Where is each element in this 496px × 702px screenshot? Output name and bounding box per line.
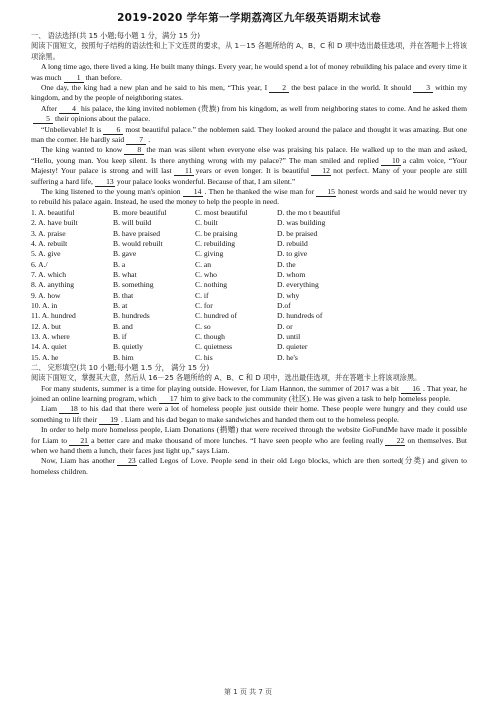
option[interactable]: 6. A./ — [31, 259, 48, 269]
option[interactable]: C. be praising — [195, 228, 238, 238]
options-row — [31, 353, 467, 363]
answer-blank[interactable]: 22 — [385, 437, 405, 446]
option[interactable]: 9. A. how — [31, 290, 61, 300]
option[interactable]: B. if — [113, 332, 127, 341]
option[interactable]: D. be praised — [277, 228, 318, 238]
answer-blank[interactable]: 19 — [99, 416, 119, 425]
options-row — [31, 249, 467, 259]
option[interactable]: C. if — [195, 290, 209, 300]
reading-passage-cloze — [31, 384, 467, 478]
passage-paragraph: The king wanted to know 8 the man was silent when everyone else was praising his palace. He walked up to the man and asked, “Hello, young man. You keep silent. Is there anything wrong with my palace?” The man smiled and replied 10 a calm voice, “Your Majesty! Your palace is strong and will last 11 years or even longer. It is beautiful 12 not perfect. Many of your people are still suffering a hard life, 13 your palace looks wonderful. Because of that, I am silent.” — [31, 145, 467, 186]
option[interactable]: B. would rebuilt — [113, 238, 163, 248]
answer-blank[interactable]: 10 — [381, 157, 401, 166]
answer-blank[interactable]: 11 — [174, 167, 194, 176]
option[interactable]: D. quieter — [277, 342, 308, 352]
option[interactable]: C. for — [195, 300, 213, 310]
option[interactable]: D. the mo t beautiful — [277, 207, 341, 217]
options-row — [31, 270, 467, 280]
option[interactable]: C. hundred of — [195, 311, 237, 321]
option[interactable]: B. him — [113, 352, 134, 362]
options-row — [31, 208, 467, 218]
option[interactable]: C. his — [195, 352, 213, 362]
answer-blank[interactable]: 5 — [33, 115, 53, 124]
passage-paragraph: Now, Liam has another 23 called Legos of Love. People send in their old Lego blocks, which are then sorted(分类) and given to homeless children. — [31, 456, 467, 476]
passage-paragraph: The king listened to the young man's opinion 14 . Then he thanked the wise man for 15 honest words and said he would never try to rebuild his palace again. Instead, he used the money to help the people in need. — [31, 187, 468, 207]
option[interactable]: C. nothing — [195, 280, 228, 290]
options-row — [31, 322, 467, 332]
options-row — [31, 332, 467, 342]
option[interactable]: C. built — [195, 218, 218, 228]
answer-blank[interactable]: 15 — [316, 188, 336, 197]
answer-blank[interactable]: 2 — [269, 84, 289, 93]
option[interactable]: 1. A. beautiful — [31, 207, 75, 217]
option[interactable]: 10. A. in — [31, 300, 58, 310]
section-instructions-cloze: 阅读下面短文，掌握其大意，然后从 16－25 各题所给的 A、B、C 和 D 项中，选出最佳选项，并在答题卡上将该项涂黑。 — [31, 373, 422, 383]
option[interactable]: D. hundreds of — [277, 311, 323, 321]
options-row — [31, 291, 467, 301]
option[interactable]: 4. A. rebuilt — [31, 238, 68, 248]
option[interactable]: B. and — [113, 321, 133, 331]
option[interactable]: B. what — [113, 269, 137, 279]
answer-blank[interactable]: 12 — [311, 167, 331, 176]
answer-options-table — [31, 208, 467, 363]
options-row — [31, 260, 467, 270]
section-heading-cloze: 二、 完形填空(共 10 小题;每小题 1.5 分， 满分 15 分) — [31, 363, 210, 373]
option[interactable]: 15. A. he — [31, 352, 59, 362]
option[interactable]: C. though — [195, 332, 225, 341]
option[interactable]: C. who — [195, 269, 217, 279]
option[interactable]: 13. A. where — [31, 332, 70, 341]
passage-paragraph: One day, the king had a new plan and he said to his men, “This year, I 2 the best palace in the world. It should 3 within my kingdom, and by the people of neighboring states. — [31, 83, 467, 103]
option[interactable]: C. so — [195, 321, 211, 331]
options-row — [31, 239, 467, 249]
option[interactable]: 12. A. but — [31, 321, 61, 331]
option[interactable]: D.of — [277, 300, 291, 310]
option[interactable]: C. giving — [195, 249, 224, 259]
options-row — [31, 301, 467, 311]
options-row — [31, 218, 467, 228]
answer-blank[interactable]: 21 — [69, 437, 89, 446]
option[interactable]: C. most beautiful — [195, 207, 248, 217]
option[interactable]: C. quietness — [195, 342, 233, 352]
passage-paragraph: Liam 18 to his dad that there were a lot of homeless people just outside their home. These people were hungry and they could use something to lift their 19 . Liam and his dad began to make sandwiches and handed them out to the homeless people. — [31, 404, 467, 424]
option[interactable]: B. gave — [113, 249, 137, 259]
option[interactable]: D. he's — [277, 352, 298, 362]
reading-passage-grammar — [31, 62, 467, 208]
option[interactable]: B. a — [113, 259, 126, 269]
option[interactable]: 3. A. praise — [31, 228, 66, 238]
answer-blank[interactable]: 7 — [126, 136, 146, 145]
option[interactable]: D. to give — [277, 249, 308, 259]
option[interactable]: 8. A. anything — [31, 280, 75, 290]
option[interactable]: B. more beautiful — [113, 207, 167, 217]
option[interactable]: D. everything — [277, 280, 319, 290]
section-heading-grammar: 一、 语法选择(共 15 小题;每小题 1 分，满分 15 分) — [31, 31, 201, 40]
option[interactable]: B. that — [113, 290, 134, 300]
answer-blank[interactable]: 1 — [64, 74, 84, 83]
options-row — [31, 342, 467, 352]
option[interactable]: 11. A. hundred — [31, 311, 76, 321]
option[interactable]: D. whom — [277, 269, 306, 279]
answer-blank[interactable]: 3 — [413, 84, 433, 93]
options-row — [31, 311, 467, 321]
passage-paragraph: After 4 his palace, the king invited noblemen (贵族) from his kingdom, as well from neighboring states to come. And he asked them5 their opinions about the palace. — [31, 104, 467, 125]
option[interactable]: B. quietly — [113, 342, 143, 352]
answer-blank[interactable]: 4 — [59, 105, 79, 114]
answer-blank[interactable]: 6 — [103, 126, 123, 135]
section-instructions-grammar: 阅读下面短文，按照句子结构的语法性和上下文连贯的要求，从 1－15 各题所给的 A、B、C 和 D 项中选出最佳选项，并在答题卡上将该项涂黑。 — [31, 41, 467, 61]
page-title: 2019-2020 学年第一学期荔湾区九年级英语期末试卷 — [117, 12, 381, 24]
answer-blank[interactable]: 18 — [59, 405, 79, 414]
option[interactable]: 14. A. quiet — [31, 342, 67, 352]
options-row — [31, 280, 467, 290]
option[interactable]: D. or — [277, 321, 293, 331]
option[interactable]: B. will build — [113, 218, 152, 228]
options-row — [31, 229, 467, 239]
option[interactable]: D. was building — [277, 218, 326, 228]
answer-blank[interactable]: 8 — [124, 146, 144, 155]
option[interactable]: B. have praised — [113, 228, 161, 238]
option[interactable]: B. something — [113, 280, 154, 290]
option[interactable]: B. hundreds — [113, 311, 150, 321]
answer-blank[interactable]: 23 — [117, 457, 137, 466]
option[interactable]: D. until — [277, 332, 301, 341]
option[interactable]: C. an — [195, 259, 212, 269]
exam-page — [31, 10, 467, 477]
passage-paragraph: For many students, summer is a time for playing outside. However, for Liam Hannon, the summer of 2017 was a bit 16 . That year, he joined an online learning program, which 17 him to give back to the community (社区). He was given a task to help homeless people. — [31, 383, 467, 404]
option[interactable]: 5. A. give — [31, 249, 61, 259]
option[interactable]: B. at — [113, 300, 128, 310]
option[interactable]: D. rebuild — [277, 238, 308, 248]
passage-paragraph: “Unbelievable! It is 6 most beautiful palace.” the noblemen said. They looked around the palace and thought it was amazing. But one man the corner. He hardly said 7 . — [31, 124, 467, 145]
answer-blank[interactable]: 13 — [95, 178, 115, 187]
passage-paragraph: In order to help more homeless people, Liam Donations (捐赠) that were received through the website GoFundMe have made it possible for Liam to 21 a better care and make thousand of more lunches. “I have seen people who are feeling really 22 on themselves. But when we hand them a lunch, their faces just light up,” says Liam. — [31, 425, 467, 456]
option[interactable]: 2. A. have built — [31, 218, 78, 228]
option[interactable]: D. why — [277, 290, 300, 300]
answer-blank[interactable]: 17 — [159, 395, 179, 404]
answer-blank[interactable]: 14 — [183, 188, 203, 197]
page-number-footer: 第 1 页 共 7 页 — [223, 688, 273, 696]
answer-blank[interactable]: 16 — [401, 385, 421, 394]
option[interactable]: C. rebuilding — [195, 238, 236, 248]
passage-paragraph: A long time ago, there lived a king. He built many things. Every year, he would spend a lot of money rebuilding his palace and every time it was much 1 than before. — [31, 62, 467, 82]
option[interactable]: 7. A. which — [31, 269, 67, 279]
option[interactable]: D. the — [277, 259, 296, 269]
